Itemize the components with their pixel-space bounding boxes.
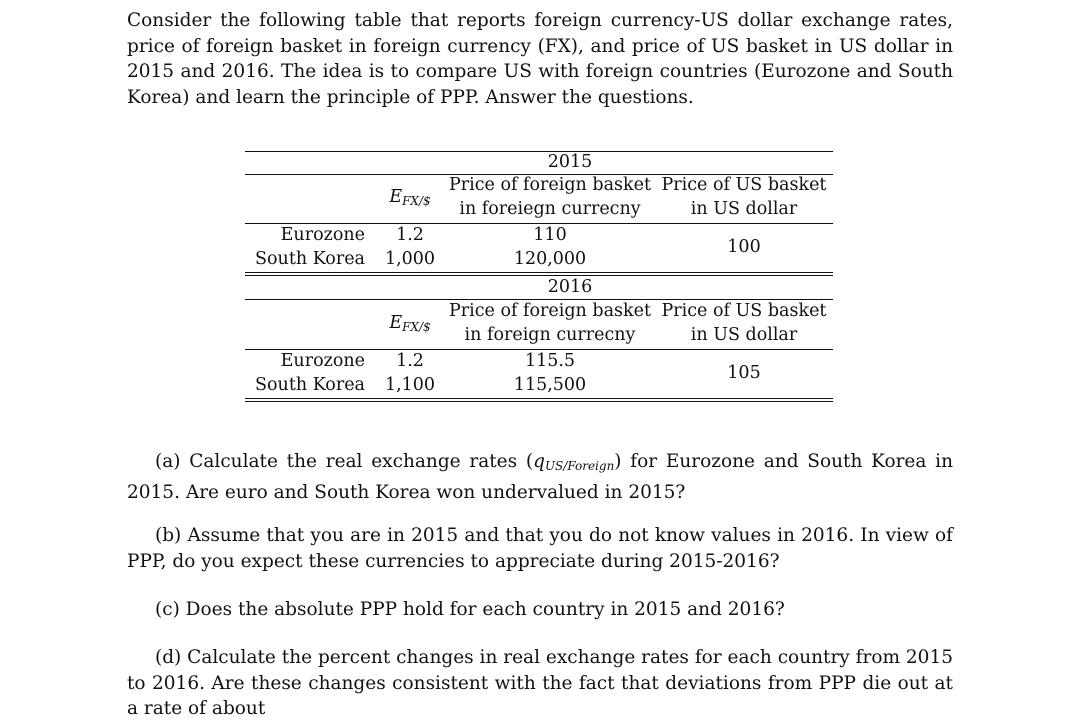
question-a: (a) Calculate the real exchange rates $(q_{US/Foreign})$ for Eurozone and South Korea in 2015. Are euro and South Korea won undervalued in 2015? bbox=[127, 451, 953, 503]
foreign-basket-header-2015-line2: in foreiegn currecny bbox=[459, 199, 641, 219]
efx-header-2016: $E_{FX/\$}$ bbox=[389, 313, 431, 334]
efx-eurozone-2016: 1.2 bbox=[396, 351, 424, 371]
question-d: (d) Calculate the percent changes in real exchange rates for each country from 2015 to 2016. Are these changes consistent with the fact that deviations from PPP die out at a rate of about bbox=[127, 647, 953, 719]
table-bottom-rule-2 bbox=[245, 401, 833, 402]
foreign-price-eurozone-2015: 110 bbox=[533, 225, 567, 245]
efx-eurozone-2015: 1.2 bbox=[396, 225, 424, 245]
country-eurozone-2015: Eurozone bbox=[280, 225, 365, 245]
us-price-2016: 105 bbox=[727, 363, 761, 383]
foreign-basket-header-2016-line2: in foreign currecny bbox=[464, 325, 636, 345]
real-exchange-rate-symbol: $q_{US/Foreign}$ bbox=[533, 451, 615, 473]
us-basket-header-2015-line1: Price of US basket bbox=[661, 175, 827, 195]
foreign-price-south-korea-2016: 115,500 bbox=[513, 375, 587, 395]
double-rule-top bbox=[245, 272, 833, 273]
us-basket-header-2015-line2: in US dollar bbox=[690, 199, 798, 219]
intro-paragraph: Consider the following table that reports foreign currency-US dollar exchange rates, price of foreign basket in foreign currency (FX), and price of US basket in US dollar in 2015 and 2016. The idea is to compare US with foreign countries (Eurozone and South Korea) and learn the principle of PPP. Answer the questions. bbox=[127, 10, 953, 108]
foreign-basket-header-2015-line1: Price of foreign basket bbox=[448, 175, 651, 195]
foreign-price-eurozone-2016: 115.5 bbox=[524, 351, 576, 371]
efx-south-korea-2016: 1,100 bbox=[384, 375, 436, 395]
us-basket-header-2016-line1: Price of US basket bbox=[661, 301, 827, 321]
question-c: (c) Does the absolute PPP hold for each country in 2015 and 2016? bbox=[155, 599, 785, 620]
us-basket-header-2016-line2: in US dollar bbox=[690, 325, 798, 345]
foreign-price-south-korea-2015: 120,000 bbox=[513, 249, 587, 269]
document-page bbox=[127, 8, 953, 719]
table-bottom-rule-1 bbox=[245, 398, 833, 399]
country-eurozone-2016: Eurozone bbox=[280, 351, 365, 371]
country-south-korea-2016: South Korea bbox=[255, 375, 365, 395]
efx-header-2015: $E_{FX/\$}$ bbox=[389, 187, 431, 208]
country-south-korea-2015: South Korea bbox=[255, 249, 365, 269]
efx-south-korea-2015: 1,000 bbox=[384, 249, 436, 269]
year-header-2015: 2015 bbox=[547, 152, 593, 172]
us-price-2015: 100 bbox=[727, 237, 761, 257]
year-header-2016: 2016 bbox=[547, 277, 593, 297]
question-b: (b) Assume that you are in 2015 and that you do not know values in 2016. In view of PPP, do you expect these currencies to appreciate during 2015-2016? bbox=[127, 525, 953, 572]
foreign-basket-header-2016-line1: Price of foreign basket bbox=[448, 301, 651, 321]
